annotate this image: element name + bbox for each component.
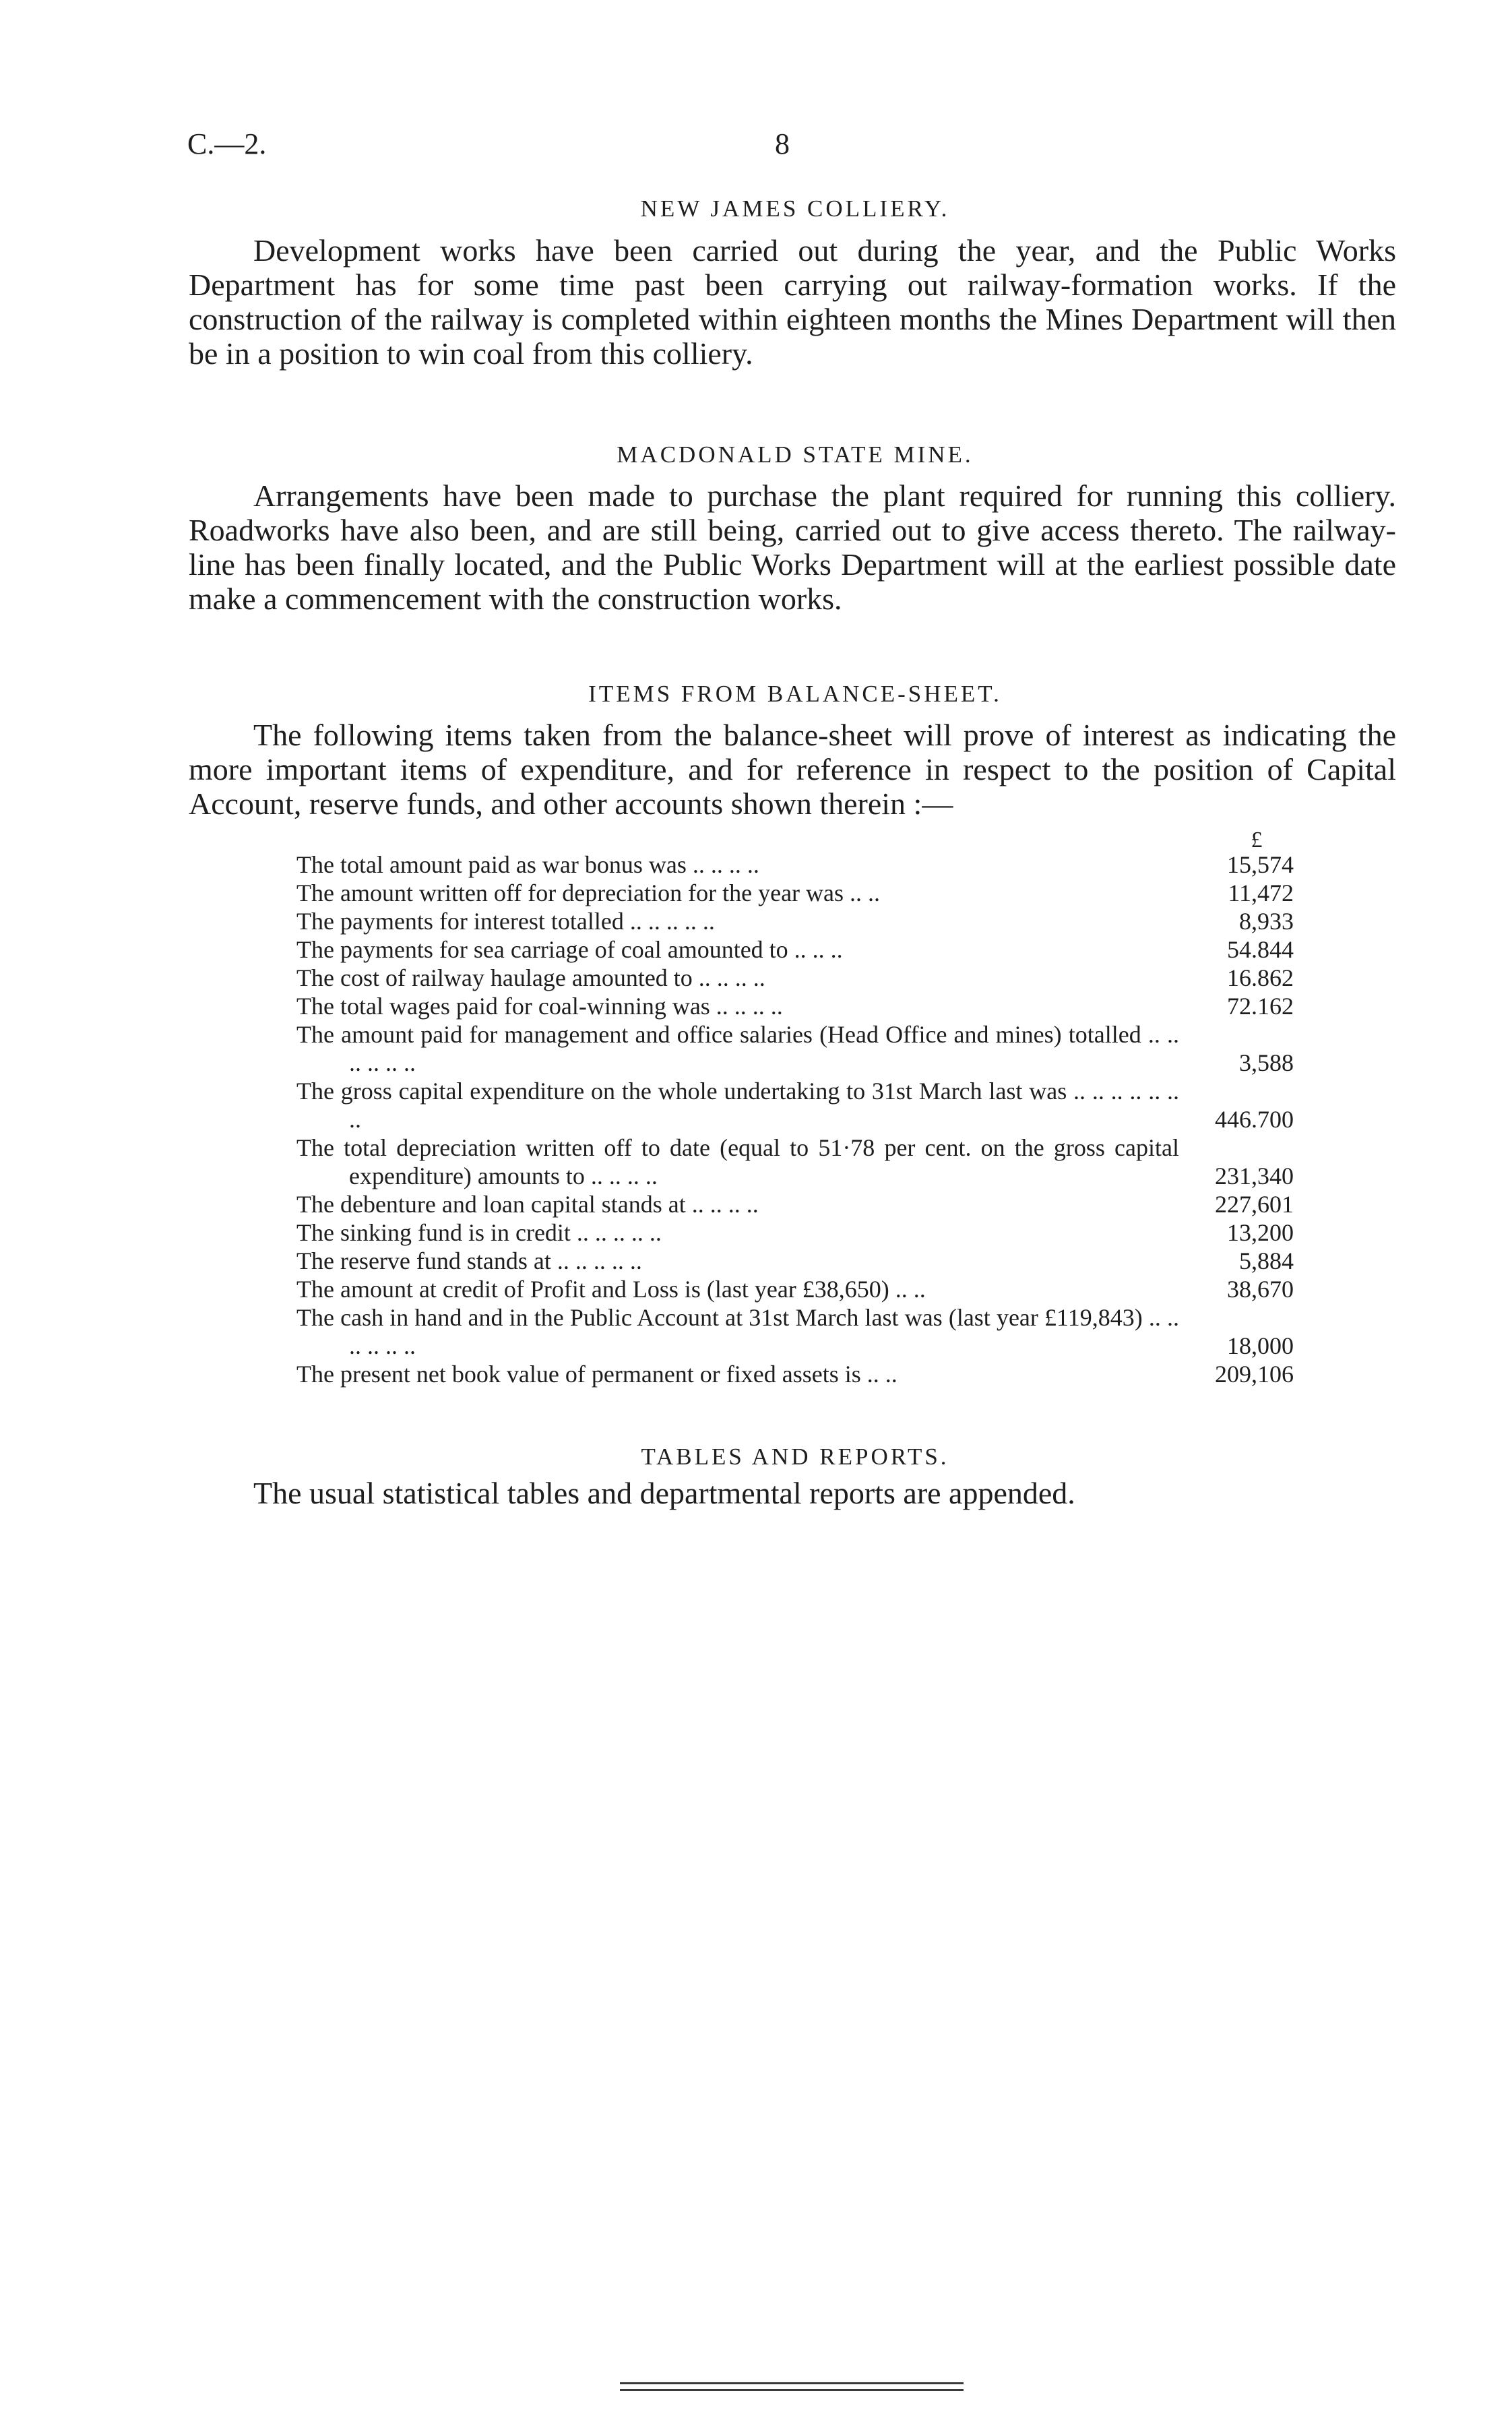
page-reference: C.—2. [187,127,267,160]
item-label: The amount paid for management and office salaries (Head Office and mines) totalled .. .. .. .. .. .. [296,1021,1179,1076]
paragraph-macdonald-state-mine: Arrangements have been made to purchase the plant required for running this colliery. Roadworks have also been, and are still being, carried out to give access thereto. The railway-line has been finally located, and the Public Works Department will at the earliest possible date make a commencement with the construction works. [189,478,1396,616]
list-item [296,1134,1294,1190]
item-label: The present net book value of permanent or fixed assets is .. .. [296,1361,897,1388]
item-label: The cost of railway haulage amounted to .. .. .. .. [296,964,765,991]
item-label: The total depreciation written off to date (equal to 51·78 per cent. on the gross capital expenditure) amounts to .. .. .. .. [296,1134,1179,1189]
list-item [296,1020,1294,1077]
item-amount: 8,933 [1239,908,1294,935]
item-amount: 227,601 [1215,1191,1294,1218]
list-item [296,1190,1294,1218]
item-label: The payments for interest totalled .. .. .. .. .. [296,908,715,935]
list-item [296,1360,1294,1388]
list-item [296,935,1294,964]
item-amount: 209,106 [1215,1361,1294,1388]
item-amount: 11,472 [1228,879,1294,906]
item-amount: 446.700 [1215,1106,1294,1133]
item-label: The debenture and loan capital stands at .. .. .. .. [296,1191,759,1218]
item-label: The amount written off for depreciation for the year was .. .. [296,879,881,906]
item-amount: 18,000 [1227,1332,1294,1359]
item-label: The total wages paid for coal-winning was .. .. .. .. [296,993,783,1020]
item-amount: 13,200 [1227,1219,1294,1246]
pound-column-header: £ [1251,828,1263,852]
item-label: The payments for sea carriage of coal amounted to .. .. .. [296,936,843,963]
item-amount: 72.162 [1227,993,1294,1020]
paragraph-new-james-colliery: Development works have been carried out during the year, and the Public Works Department has for some time past been carrying out railway-formation works. If the construction of the railway is completed within eighteen months the Mines Department will then be in a position to win coal from this colliery. [189,233,1396,371]
closing-rule-lower [620,2389,964,2391]
balance-items-list [296,850,1294,1388]
list-item [296,964,1294,992]
item-label: The total amount paid as war bonus was .. .. .. .. [296,851,759,878]
list-item [296,879,1294,907]
heading-new-james-colliery: NEW JAMES COLLIERY. [640,195,950,222]
heading-balance-sheet: ITEMS FROM BALANCE-SHEET. [588,681,1002,707]
item-label: The amount at credit of Profit and Loss is (last year £38,650) .. .. [296,1276,926,1303]
list-item [296,850,1294,879]
item-amount: 231,340 [1215,1162,1294,1189]
list-item [296,1275,1294,1303]
heading-macdonald-state-mine: MACDONALD STATE MINE. [617,441,974,468]
closing-rule [620,2382,964,2384]
list-item [296,907,1294,935]
item-label: The gross capital expenditure on the whole undertaking to 31st March last was .. .. .. .. .. .. .. [296,1078,1179,1133]
item-amount: 5,884 [1239,1247,1294,1274]
item-amount: 54.844 [1227,936,1294,963]
item-label: The reserve fund stands at .. .. .. .. .. [296,1247,642,1274]
heading-tables-and-reports: TABLES AND REPORTS. [641,1444,949,1470]
item-amount: 3,588 [1239,1049,1294,1076]
list-item [296,1218,1294,1247]
paragraph-tables-and-reports: The usual statistical tables and departmental reports are appended. [253,1476,1075,1510]
item-amount: 15,574 [1227,851,1294,878]
list-item [296,1247,1294,1275]
list-item [296,1303,1294,1360]
item-amount: 38,670 [1227,1276,1294,1303]
list-item [296,992,1294,1020]
page-number: 8 [775,127,790,160]
item-label: The cash in hand and in the Public Account at 31st March last was (last year £119,843) .. .. .. .. .. .. [296,1304,1179,1359]
item-label: The sinking fund is in credit .. .. .. .. .. [296,1219,662,1246]
list-item [296,1077,1294,1134]
item-amount: 16.862 [1227,964,1294,991]
paragraph-balance-sheet: The following items taken from the balance-sheet will prove of interest as indicating the more important items of expenditure, and for reference in respect to the position of Capital Account, reserve funds, and other accounts shown therein :— [189,718,1396,821]
